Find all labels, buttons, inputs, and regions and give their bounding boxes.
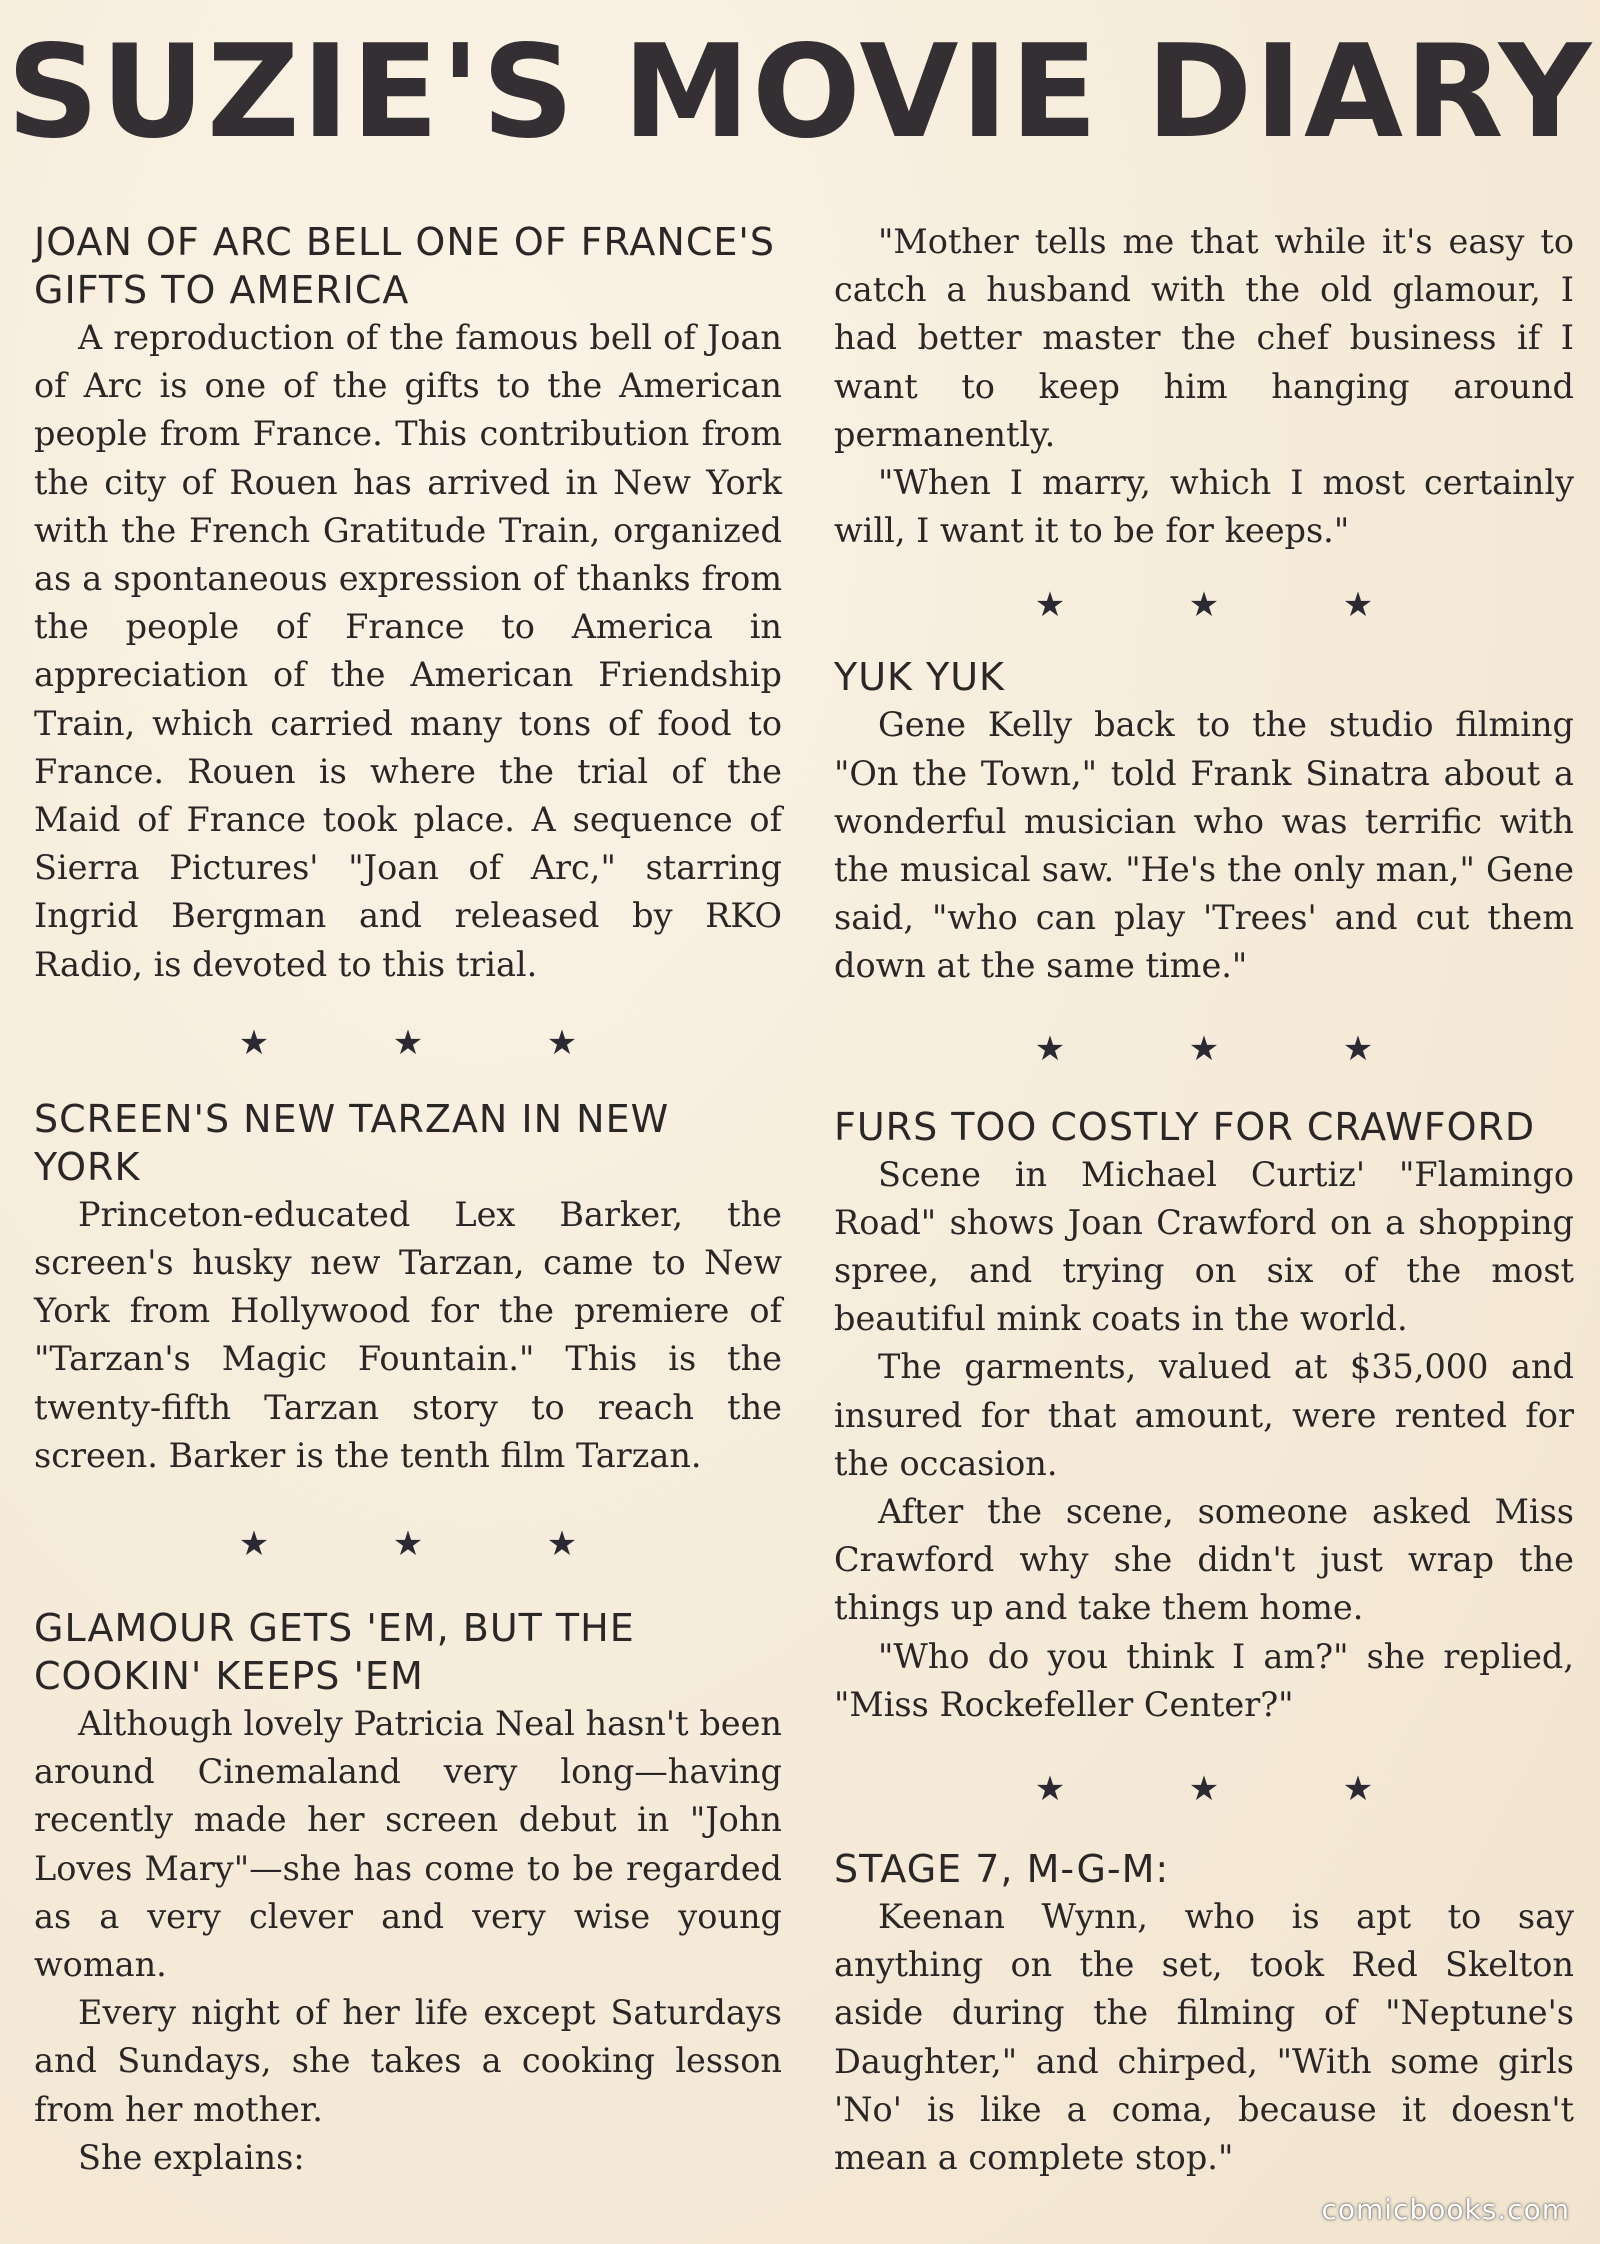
star-icon: ★ [546,1524,578,1565]
star-divider [834,581,1574,629]
article-furs-crawford [834,1103,1574,1729]
headline: SCREEN'S NEW TARZAN IN NEW YORK [34,1096,670,1189]
article-yuk-yuk [834,653,1574,990]
left-column [34,218,782,2182]
star-icon: ★ [238,1524,270,1565]
paragraph: Although lovely Patricia Neal hasn't been around Cinemaland very long—having recently made her screen debut in "John Loves Mary"—she has come to be regarded as a very clever and very wise young woman. [34,1704,782,1985]
star-icon: ★ [1034,1028,1066,1069]
paragraph: Scene in Michael Curtiz' "Flamingo Road" shows Joan Crawford on a shopping spree, and trying on six of the most beautiful mink coats in the world. [834,1154,1574,1339]
star-icon: ★ [546,1022,578,1063]
paragraph: Princeton-educated Lex Barker, the screen's husky new Tarzan, came to New York from Hollywood for the premiere of "Tarzan's Magic Fountain." This is the twenty-fifth Tarzan story to reach the screen. Barker is the tenth film Tarzan. [34,1194,782,1475]
paragraph: She explains: [78,2137,305,2177]
right-column [834,218,1574,2182]
paragraph: "Who do you think I am?" she replied, "Miss Rockefeller Center?" [834,1636,1574,1724]
article-new-tarzan [34,1095,782,1480]
star-icon: ★ [392,1524,424,1565]
article-joan-of-arc-bell [34,218,782,989]
paragraph: Keenan Wynn, who is apt to say anything on the set, took Red Skelton aside during the filming of "Neptune's Daughter," and chirped, "With some girls 'No' is like a coma, because it doesn't mean a complete stop." [834,1897,1574,2178]
star-divider [34,1019,782,1067]
star-icon: ★ [392,1022,424,1063]
headline: GLAMOUR GETS 'EM, BUT THE COOKIN' KEEPS 'EM [34,1606,635,1699]
paragraph: A reproduction of the famous bell of Joan of Arc is one of the gifts to the American people from France. This contribution from the city of Rouen has arrived in New York with the French Gratitude Train, organized as a spontaneous expression of thanks from the people of France to America in appreciation of the American Friendship Train, which carried many tons of food to France. Rouen is where the trial of the Maid of France took place. A sequence of Sierra Pictures' "Joan of Arc," starring Ingrid Bergman and released by RKO Radio, is devoted to this trial. [34,318,782,984]
page-title: SUZIE'S MOVIE DIARY [6,18,1594,167]
star-divider [834,1765,1574,1813]
headline: YUK YUK [834,655,1005,700]
paragraph: Gene Kelly back to the studio filming "On the Town," told Frank Sinatra about a wonderful musician who was terrific with the musical saw. "He's the only man," Gene said, "who can play 'Trees' and cut them down at the same time." [834,705,1574,986]
star-icon: ★ [1188,1769,1220,1810]
star-icon: ★ [238,1022,270,1063]
star-icon: ★ [1188,585,1220,626]
paragraph: "Mother tells me that while it's easy to catch a husband with the old glamour, I had better master the chef business if I want to keep him hanging around permanently. [834,222,1574,454]
paragraph: After the scene, someone asked Miss Crawford why she didn't just wrap the things up and take them home. [834,1492,1574,1628]
star-icon: ★ [1342,1028,1374,1069]
star-icon: ★ [1034,1769,1066,1810]
paragraph: The garments, valued at $35,000 and insured for that amount, were rented for the occasion. [834,1347,1574,1483]
paragraph: Every night of her life except Saturdays and Sundays, she takes a cooking lesson from her mother. [34,1993,782,2129]
headline: FURS TOO COSTLY FOR CRAWFORD [834,1104,1536,1149]
star-icon: ★ [1342,585,1374,626]
paragraph: "When I marry, which I most certainly will, I want it to be for keeps." [834,463,1574,551]
headline: JOAN OF ARC BELL ONE OF FRANCE'S GIFTS TO AMERICA [34,220,775,312]
star-icon: ★ [1034,585,1066,626]
star-icon: ★ [1188,1028,1220,1069]
headline: STAGE 7, M-G-M: [834,1847,1170,1892]
article-glamour-continued [834,218,1574,555]
star-icon: ★ [1342,1769,1374,1810]
star-divider [834,1025,1574,1073]
watermark: comicbooks.com [1321,2193,1570,2226]
star-divider [34,1520,782,1568]
article-stage-7 [834,1845,1574,2182]
article-glamour [34,1604,782,2182]
